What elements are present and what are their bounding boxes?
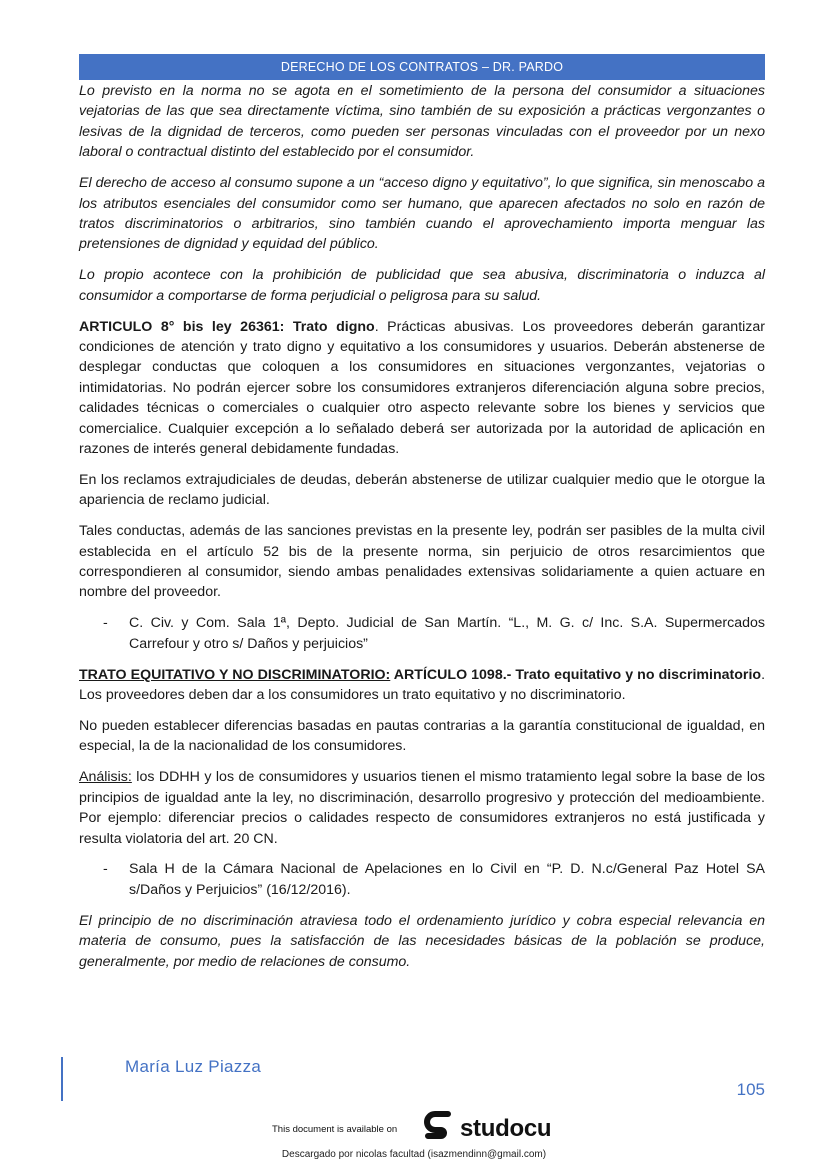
studocu-logo-icon bbox=[424, 1110, 454, 1147]
paragraph-analysis bbox=[79, 767, 765, 849]
paragraph-10: El principio de no discriminación atraviesa todo el ordenamiento jurídico y cobra especial relevancia en materia de consumo, pues la satisfacción de las necesidades básicas de la población se produce, generalmente, por medio de relaciones de consumo. bbox=[79, 912, 765, 970]
article-8-bis-title: ARTICULO 8° bis ley 26361: Trato digno bbox=[79, 318, 375, 335]
author-name: María Luz Piazza bbox=[125, 1057, 262, 1076]
case-citation-1: C. Civ. y Com. Sala 1ª, Depto. Judicial de San Martín. “L., M. G. c/ Inc. S.A. Supermercados Carrefour y otro s/ Daños y perjuicios” bbox=[129, 615, 765, 652]
download-notice: Descargado por nicolas facultad (isazmendinn@gmail.com) bbox=[281, 1149, 547, 1160]
analysis-text: los DDHH y los de consumidores y usuarios tienen el mismo tratamiento legal sobre la base de los principios de igualdad ante la ley, no discriminación, desarrollo progresivo y protección del medioambiente. Por ejemplo: diferenciar precios o calidades respecto de consumidores extranjeros no está justificada y resulta violatoria del art. 20 CN. bbox=[79, 769, 765, 847]
header-title: DERECHO DE LOS CONTRATOS – DR. PARDO bbox=[280, 60, 564, 74]
footer-divider bbox=[61, 1057, 63, 1101]
section-heading: TRATO EQUITATIVO Y NO DISCRIMINATORIO: bbox=[79, 666, 391, 683]
paragraph-article-8-bis bbox=[79, 317, 765, 460]
paragraph-8: No pueden establecer diferencias basadas en pautas contrarias a la garantía constitucional de igualdad, en especial, la de la nacionalidad de los consumidores. bbox=[79, 717, 765, 755]
article-8-bis-text: . Prácticas abusivas. Los proveedores deberán garantizar condiciones de atención y trato digno y equitativo a los consumidores y usuarios. Deberán abstenerse de desplegar conductas que coloquen a los consumidores en situaciones vergonzantes, vejatorias o intimidatorias. No podrán ejercer sobre los consumidores extranjeros diferenciación alguna sobre precios, calidades técnicas o comerciales o cualquier otro aspecto relevante sobre los bienes y servicios que comercialice. Cualquier excepción a lo señalado deberá ser autorizada por la autoridad de aplicación en razones de interés general debidamente fundadas. bbox=[79, 318, 765, 457]
page-number: 105 bbox=[736, 1080, 765, 1099]
paragraph-6: Tales conductas, además de las sanciones previstas en la presente ley, podrán ser pasibles de la multa civil establecida en el artículo 52 bis de la presente norma, sin perjuicio de otros resarcimientos que correspondieren al consumidor, siendo ambas penalidades extensivas solidariamente a quien actuare en nombre del proveedor. bbox=[79, 523, 765, 601]
header-bar bbox=[79, 54, 765, 80]
case-citation-2: Sala H de la Cámara Nacional de Apelaciones en lo Civil en “P. D. N.c/General Paz Hotel SA s/Daños y Perjuicios” (16/12/2016). bbox=[129, 861, 765, 898]
bullet-dash: - bbox=[103, 861, 108, 878]
paragraph-5: En los reclamos extrajudiciales de deudas, deberán abstenerse de utilizar cualquier medio que le otorgue la apariencia de reclamo judicial. bbox=[79, 471, 765, 509]
document-body bbox=[79, 81, 765, 982]
paragraph-1: Lo previsto en la norma no se agota en el sometimiento de la persona del consumidor a situaciones vejatorias de las que sea directamente víctima, sino también de su exposición a prácticas vergonzantes o lesivas de la dignidad de terceros, como pueden ser personas vinculadas con el proveedor por un nexo laboral o contractual distinto del establecido por el consumidor. bbox=[79, 83, 765, 161]
studocu-logo[interactable] bbox=[424, 1110, 551, 1147]
bullet-dash: - bbox=[103, 615, 108, 632]
article-1098-title: ARTÍCULO 1098.- Trato equitativo y no discriminatorio bbox=[390, 666, 762, 683]
paragraph-2: El derecho de acceso al consumo supone a un “acceso digno y equitativo”, lo que significa, sin menoscabo a los atributos esenciales del consumidor como ser humano, que aparecen afectados no solo en razón de tratos discriminatorios o arbitrarios, sino también cuando el aprovechamiento importa menguar las pretensiones de dignidad y equidad del público. bbox=[79, 175, 765, 253]
list-item bbox=[79, 613, 765, 654]
paragraph-article-1098 bbox=[79, 665, 765, 706]
paragraph-3: Lo propio acontece con la prohibición de publicidad que sea abusiva, discriminatoria o induzca al consumidor a comportarse de forma perjudicial o peligrosa para su salud. bbox=[79, 267, 765, 304]
availability-text: This document is available on bbox=[272, 1124, 398, 1135]
analysis-label: Análisis: bbox=[79, 769, 132, 786]
studocu-brand: studocu bbox=[460, 1114, 552, 1142]
list-item bbox=[79, 859, 765, 900]
article-1098-text: . Los proveedores deben dar a los consumidores un trato equitativo y no discriminatorio. bbox=[79, 666, 766, 704]
